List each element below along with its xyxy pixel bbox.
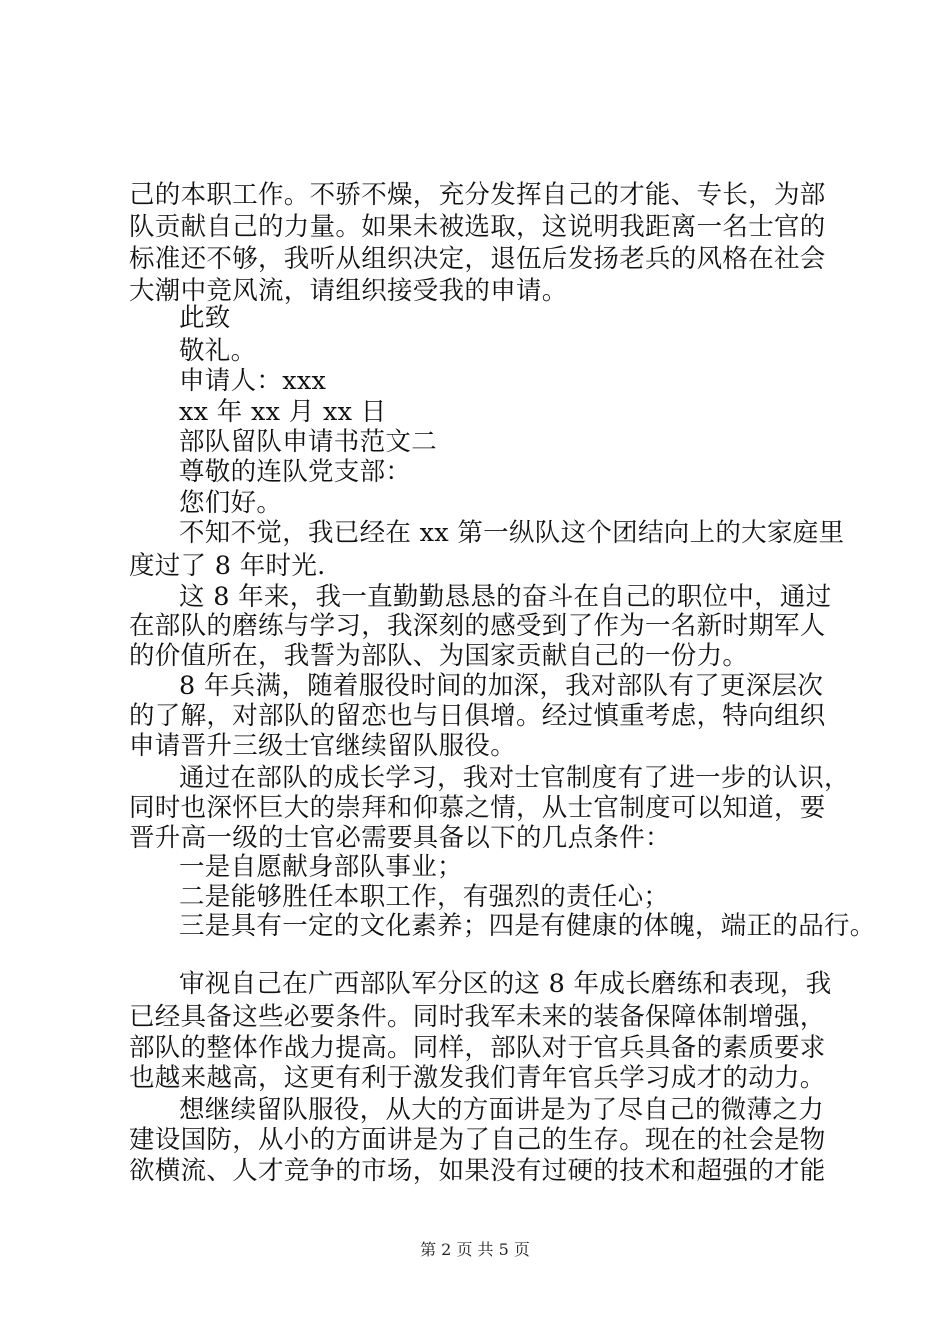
closing-line: 此致 [179,303,231,333]
list-item: 二是能够胜任本职工作，有强烈的责任心； [179,882,670,912]
paragraph-line: 同时也深怀巨大的崇拜和仰慕之情，从士官制度可以知道，要 [129,793,826,823]
paragraph-line: 部队的整体作战力提高。同样，部队对于官兵具备的素质要求 [129,1033,826,1063]
paragraph-line: 的价值所在，我誓为部队、为国家贡献自己的一份力。 [129,641,749,671]
paragraph-line: 建设国防，从小的方面讲是为了自己的生存。现在的社会是物 [129,1125,826,1155]
list-item: 三是具有一定的文化素养；四是有健康的体魄，端正的品行。 [179,911,876,941]
paragraph-line: 的了解，对部队的留恋也与日俱增。经过慎重考虑，特向组织 [129,701,826,731]
paragraph-line: 大潮中竞风流，请组织接受我的申请。 [129,276,568,306]
paragraph-line: 己的本职工作。不骄不燥，充分发挥自己的才能、专长，为部 [129,180,826,210]
date-line: xx 年 xx 月 xx 日 [179,397,387,427]
paragraph-line: 申请晋升三级士官继续留队服役。 [129,731,517,761]
paragraph-line: 已经具备这些必要条件。同时我军未来的装备保障体制增强， [129,1002,826,1032]
paragraph-line: 在部队的磨练与学习，我深刻的感受到了作为一名新时期军人 [129,611,826,641]
paragraph-line: 8 年兵满，随着服役时间的加深，我对部队有了更深层次 [179,671,824,701]
paragraph-line: 不知不觉，我已经在 xx 第一纵队这个团结向上的大家庭里 [179,518,845,548]
page-number-footer: 第 2 页 共 5 页 [420,1240,530,1259]
paragraph-line: 度过了 8 年时光. [129,551,326,581]
greeting-line: 您们好。 [179,488,283,518]
paragraph-line: 通过在部队的成长学习，我对士官制度有了进一步的认识， [179,763,850,793]
paragraph-line: 队贡献自己的力量。如果未被选取，这说明我距离一名士官的 [129,212,826,242]
paragraph-line: 这 8 年来，我一直勤勤恳恳的奋斗在自己的职位中，通过 [179,582,832,612]
paragraph-line: 标准还不够，我听从组织决定，退伍后发扬老兵的风格在社会 [129,244,826,274]
paragraph-line: 也越来越高，这更有利于激发我们青年官兵学习成才的动力。 [129,1063,826,1093]
applicant-line: 申请人：xxx [179,366,327,396]
paragraph-line: 想继续留队服役，从大的方面讲是为了尽自己的微薄之力 [179,1095,825,1125]
list-item: 一是自愿献身部队事业； [179,852,463,882]
salutation-line: 敬礼。 [179,336,257,366]
section-title: 部队留队申请书范文二 [179,427,438,457]
paragraph-line: 晋升高一级的士官必需要具备以下的几点条件： [129,823,671,853]
paragraph-line: 欲横流、人才竞争的市场，如果没有过硬的技术和超强的才能 [129,1156,826,1186]
addressee-line: 尊敬的连队党支部： [179,457,412,487]
paragraph-line: 审视自己在广西部队军分区的这 8 年成长磨练和表现，我 [179,969,832,999]
